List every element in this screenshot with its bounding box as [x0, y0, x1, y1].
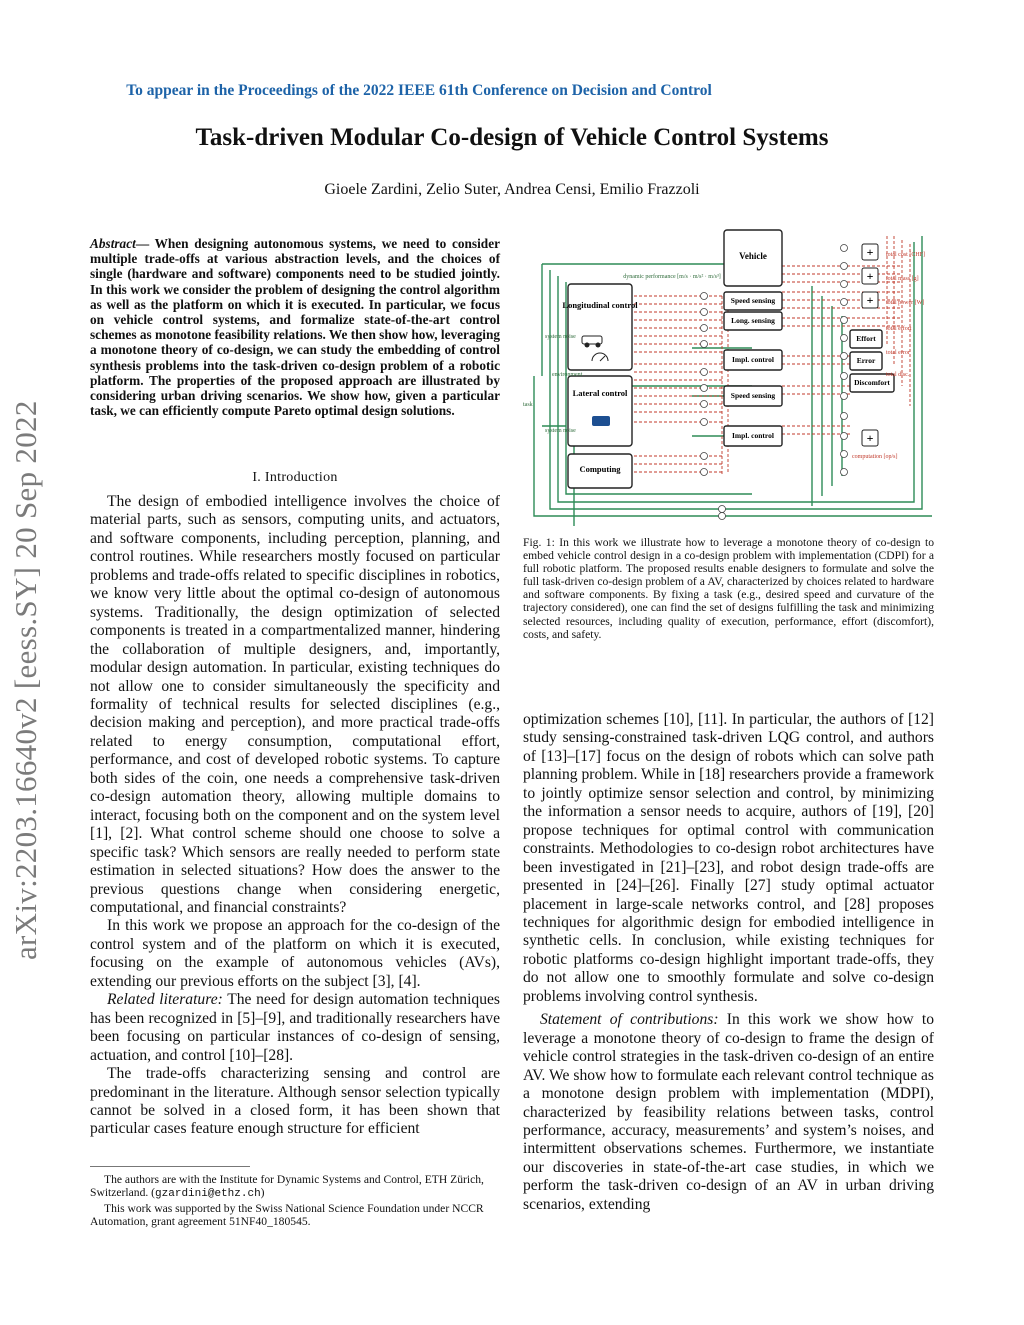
environment-label: environment: [552, 372, 583, 378]
paragraph: In this work we propose an approach for the co-design of the control system and of the platform on which it is executed, focusing on the example of autonomous vehicles (AVs), extending our previous efforts on the subject [3], [4].: [90, 917, 500, 990]
total-cost-label: total cost [CHF]: [886, 252, 925, 258]
longitudinal-control-block: [568, 284, 632, 370]
speed-sensing-label: Speed sensing: [730, 391, 776, 400]
impl-control-label: Impl. control: [732, 431, 774, 440]
footnote-affiliation: [90, 1173, 500, 1202]
figure-co-design-diagram: [522, 226, 934, 526]
related-literature-label: Related literature:: [107, 991, 223, 1009]
email-link[interactable]: gzardini@ethz.ch: [155, 1188, 261, 1201]
svg-text:+: +: [866, 293, 874, 307]
svg-text:+: +: [866, 431, 874, 445]
effort-label: Effort: [856, 334, 876, 343]
vehicle-label: Vehicle: [739, 251, 767, 261]
section-heading-introduction: I. Introduction: [252, 470, 338, 485]
paragraph: The trade-offs characterizing sensing and control are predominant in the literature. Although sensor selection typically cannot be solved in a closed form, it has been shown that particular cases feature enough structure for efficient: [90, 1065, 500, 1138]
system-noise-label: system noise: [545, 428, 576, 434]
paragraph-text: In this work we show how to leverage a monotone theory of co-design to frame the design of vehicle control strategies in the task-driven co-design of an entire AV. We show how to formulate each relevant control technique as a monotone design problem with implementation (MDPI), characterized by feasibility relations between tasks, control performance, accuracy, measurements’ and system’s noises, and intermittent observations schemes. Furthermore, we instantiate our discoveries in state-of-the-art case studies, in which we perform the task-driven co-design of an AV in urban driving scenarios, extending: [523, 1011, 935, 1213]
total-disc-label: total disc.: [886, 372, 910, 378]
discomfort-label: Discomfort: [854, 378, 890, 387]
footnote-text: ): [260, 1186, 265, 1200]
paragraph: The design of embodied intelligence involves the choice of material parts, such as sensors, computing units, and actuators, and software components, including perception, planning, and control routines. While researchers mostly focused on particular problems and trade-offs related to specific disciplines in robotics, we know very little about the optimal co-design of autonomous systems. Traditionally, the design optimization of selected components is treated in a compartmentalized manner, hindering the collaboration of multiple designers, and, importantly, modular design automation. In particular, existing techniques do not allow one to consider simultaneously the specificity and formality of technical results for selected disciplines (e.g., decision making and perception), and more practical trade-offs related to energy consumption, computational effort, performance, and cost of developed robotic systems. To capture both sides of the coin, one needs a comprehensive task-driven co-design automation theory, allowing multiple domains to interact, focusing both on the component and on the system level [1], [2]. What control scheme should one choose to solve a specific task? Which sensors are really needed to perform state estimation in selected situations? How does the answer to the previous questions change when considering energetic, computational, and financial constraints?: [90, 493, 500, 916]
dynamic-performance-label: dynamic performance [m/s · m/s² · m/s³]: [623, 274, 721, 280]
footnotes: [90, 1173, 500, 1229]
total-error-label: total error: [886, 350, 910, 356]
long-sensing-label: Long. sensing: [731, 316, 775, 325]
computing-label: Computing: [579, 464, 621, 474]
total-power-label: total power [W]: [886, 300, 925, 306]
abstract-text: — When designing autonomous systems, we need to consider multiple trade-offs at various abstraction levels, and the choices of single (hardware and software) components need to be studied jointly. In this work we consider the problem of designing the control algorithm as well as the platform on which it is executed. In particular, we focus on vehicle control systems, and formalize state-of-the-art control schemes as monotone feasibility relations. We then show how, leveraging a monotone theory of co-design, we can study the embedding of control synthesis problems into the task-driven co-design problem of a robotic platform. The properties of the proposed approach are illustrated by considering urban driving scenarios. We show how, given a particular task, we can efficiently compute Pareto optimal design solutions.: [90, 236, 500, 419]
paragraph: optimization schemes [10], [11]. In particular, the authors of [12] study sensing-constrained task-driven LQG control, and authors of [13]–[17] focus on the design of robots which can solve path planning problem. While in [18] researchers provide a framework to jointly optimize sensor selection and control, by minimizing the information a sensor needs to acquire, authors of [19], [20] propose techniques for optimal control with communication constraints. Methodologies to co-design robot architectures have been investigated in [21]–[23], and robot design trade-offs are presented in [24]–[26]. Finally [27] study optimal actuator placement in large-scale networks control, and [28] proposes techniques for algorithmic design for embodied intelligence in synthetic cells. In conclusion, while existing techniques for robotic platforms co-design highlight important trade-offs, they do not allow one to smoothly formulate and solve co-design problems involving control synthesis.: [523, 711, 934, 1005]
right-body-text: [523, 711, 934, 1214]
total-effort-label: total effort: [886, 326, 912, 332]
abstract: [90, 236, 500, 418]
lateral-control-block: [568, 376, 632, 446]
figure-caption: Fig. 1: In this work we illustrate how to leverage a monotone theory of co-design to embed vehicle control design in a co-design problem with implementation (CDPI) for a full robotic platform. The proposed results enable designers to formulate and solve the full task-driven co-design problem of a AV, characterized by choices related to hardware and software components. By fixing a task (e.g., desired speed and curvature of the trajectory considered), one can find the set of designs fulfilling the task and minimizing selected resources, including quality of execution, performance, effort (discomfort), costs, and safety.: [523, 536, 934, 641]
author-list: Gioele Zardini, Zelio Suter, Andrea Censi, Emilio Frazzoli: [324, 181, 700, 198]
lateral-control-label: Lateral control: [572, 388, 628, 398]
footnote-divider: [90, 1166, 250, 1167]
paragraph-text: The need for design automation techniques has been recognized in [5]–[9], and traditionally researchers have been focusing on particular instances of co-design of sensing, actuation, and control [10]–[28].: [90, 991, 501, 1064]
footnote-funding: This work was supported by the Swiss National Science Foundation under NCCR Automation, grant agreement 51NF40_180545.: [90, 1201, 484, 1229]
paragraph: [90, 991, 500, 1065]
svg-text:+: +: [866, 245, 874, 259]
task-label: task: [523, 402, 533, 408]
computation-label: computation [op/s]: [852, 454, 898, 460]
car-topview-icon: [592, 416, 610, 426]
paper-title: Task-driven Modular Co-design of Vehicle Control Systems: [195, 124, 829, 151]
system-noise-label: system noise: [545, 334, 576, 340]
arxiv-stamp: arXiv:2203.16640v2 [eess.SY] 20 Sep 2022: [8, 400, 43, 960]
paragraph: [523, 1011, 934, 1214]
impl-control-label: Impl. control: [732, 355, 774, 364]
error-label: Error: [856, 356, 876, 365]
conference-banner: To appear in the Proceedings of the 2022 IEEE 61th Conference on Decision and Control: [126, 82, 712, 99]
footnote-text: The authors are with the Institute for Dynamic Systems and Control, ETH Zürich, Switzerland. (: [90, 1173, 484, 1200]
abstract-label: Abstract: [90, 236, 136, 251]
svg-text:+: +: [866, 269, 874, 283]
speed-sensing-label: Speed sensing: [730, 296, 776, 305]
contributions-label: Statement of contributions:: [540, 1011, 719, 1029]
longitudinal-control-label: Longitudinal control: [562, 300, 638, 310]
left-body-text: [90, 493, 500, 1139]
total-mass-label: total mass [g]: [886, 276, 919, 282]
